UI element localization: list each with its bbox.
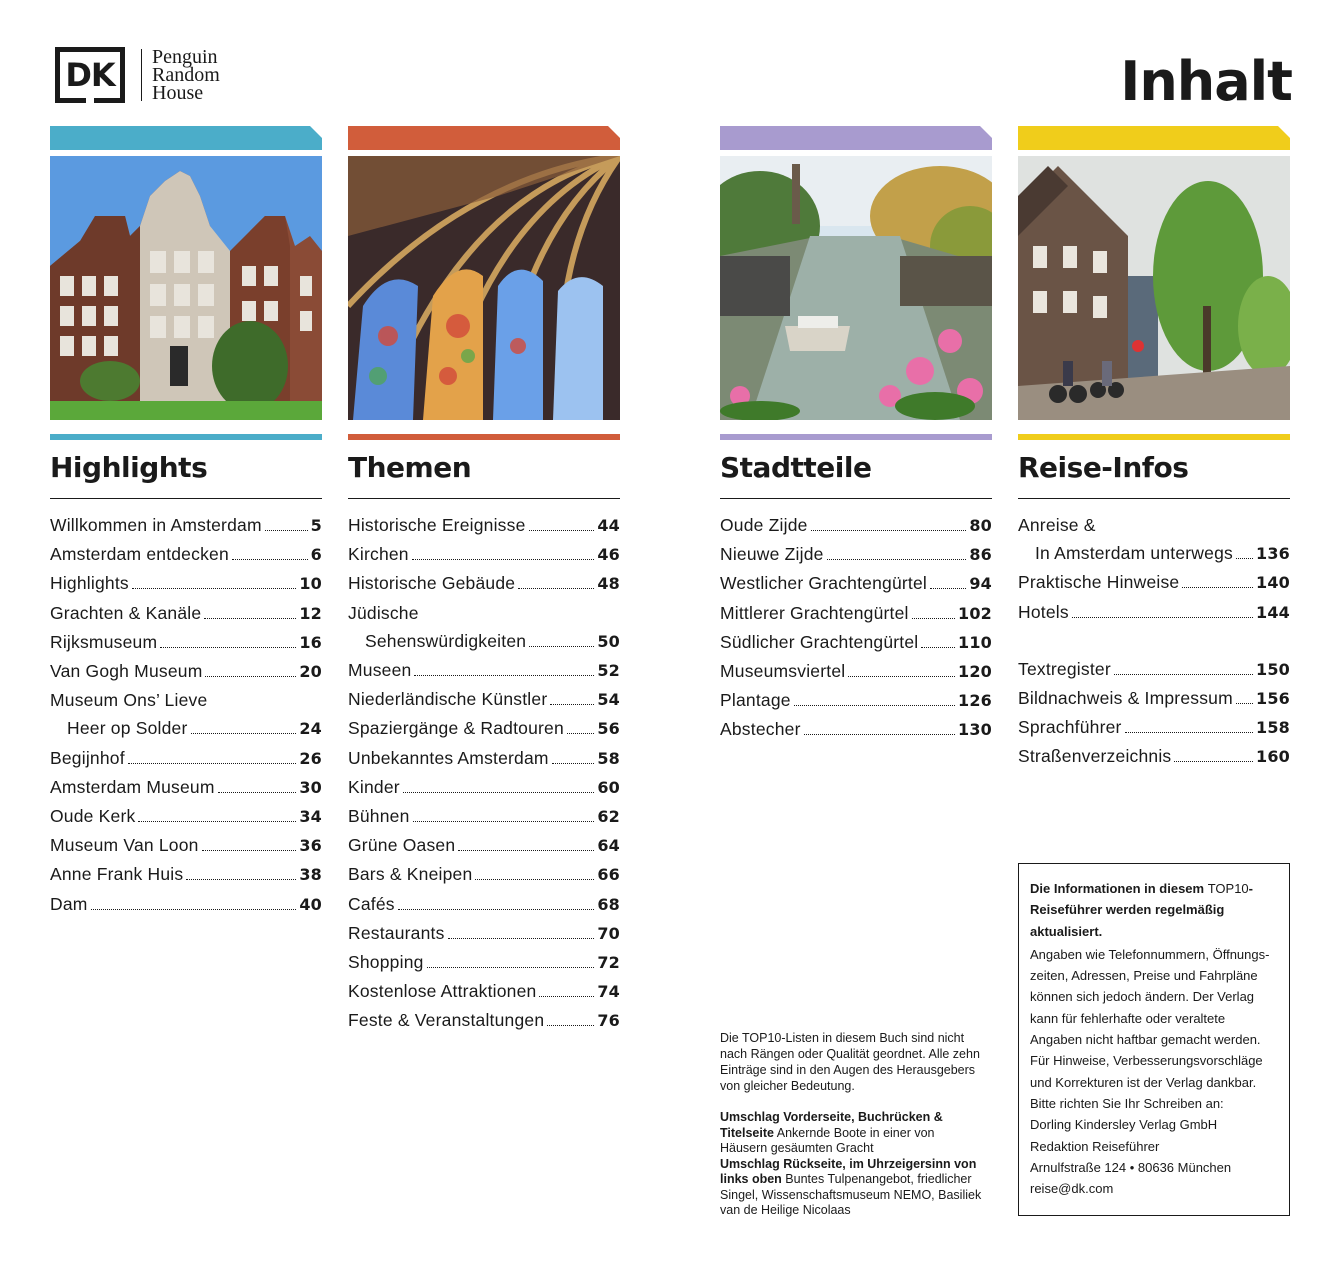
canal-boat-flowers-photo [720,156,992,420]
toc-entry[interactable]: Dam 40 [50,893,322,914]
divider [720,498,992,499]
toc-list-reise-infos [1018,511,1290,772]
toc-entry[interactable]: Unbekanntes Amsterdam 58 [348,747,620,768]
toc-entry[interactable]: Highlights 10 [50,573,322,594]
section-highlights [50,126,322,919]
toc-entry[interactable]: Historische Ereignisse 44 [348,515,620,535]
toc-entry[interactable]: Van Gogh Museum 20 [50,661,322,682]
dk-logo [55,47,220,103]
dk-logo-mark: DK [55,47,125,103]
divider [50,498,322,499]
toc-list-highlights [50,511,322,919]
section-reise-infos [1018,126,1290,772]
toc-entry[interactable]: Niederländische Künstler 54 [348,689,620,710]
toc-entry[interactable]: Feste & Veranstaltungen 76 [348,1010,620,1031]
toc-entry[interactable]: Bildnachweis & Impressum 156 [1018,688,1290,709]
toc-entry[interactable]: Oude Zijde 80 [720,515,992,535]
toc-entry[interactable]: Cafés 68 [348,893,620,914]
toc-entry[interactable]: Grachten & Kanäle 12 [50,602,322,623]
toc-entry[interactable]: Praktische Hinweise 140 [1018,572,1290,593]
toc-entry[interactable]: Jüdische Sehenswürdigkeiten 50 [348,602,620,651]
toc-entry[interactable]: Sprachführer 158 [1018,717,1290,738]
toc-entry[interactable]: Westlicher Grachtengürtel 94 [720,573,992,594]
toc-entry[interactable]: Spaziergänge & Radtouren 56 [348,718,620,739]
logo-divider [141,49,142,101]
info-lead: Die Informationen in diesem TOP10-Reiseführer werden regelmäßig aktualisiert. [1030,881,1253,939]
toc-list-themen [348,511,620,1036]
section-themen [348,126,620,1036]
toc-list-stadtteile [720,511,992,745]
toc-entry[interactable]: Rijksmuseum 16 [50,631,322,652]
cover-credits: Umschlag Vorderseite, Buchrücken & Titelseite Ankernde Boote in einer von Häusern gesäumten Gracht Umschlag Rückseite, im Uhrzeigersinn von links oben Buntes Tulpenangebot, friedlicher Singel, Wissenschaftsmuseum NEMO, Basiliek van de Heilige Nicolaas [720,1110,982,1217]
toc-entry[interactable]: Textregister 150 [1018,658,1290,679]
toc-entry[interactable]: Bühnen 62 [348,806,620,827]
toc-entry[interactable]: Begijnhof 26 [50,747,322,768]
color-tab-reise-infos [1018,126,1290,150]
toc-entry[interactable]: Restaurants 70 [348,922,620,943]
color-rule-themen [348,434,620,440]
toc-entry[interactable]: Museum Van Loon 36 [50,835,322,856]
color-tab-highlights [50,126,322,150]
publisher-name: Penguin Random House [152,46,220,104]
section-title-highlights: Highlights [50,451,208,484]
update-info-box [1018,863,1290,1216]
color-tab-themen [348,126,620,150]
ranking-note: Die TOP10-Listen in diesem Buch sind nicht nach Rängen oder Qualität geordnet. Alle zehn Einträge sind in den Augen des Herausgebers von gleicher Bedeutung. [720,1031,980,1093]
color-tab-stadtteile [720,126,992,150]
toc-entry[interactable]: Plantage 126 [720,690,992,711]
toc-entry[interactable]: Anreise & In Amsterdam unterwegs 136 [1018,515,1290,564]
toc-entry[interactable]: Historische Gebäude 48 [348,573,620,594]
publisher-address: Dorling Kindersley Verlag GmbH Redaktion Reiseführer Arnulfstraße 124 • 80636 München reise@dk.com [1030,1114,1278,1199]
section-stadtteile [720,126,992,745]
toc-entry[interactable]: Museum Ons’ Lieve Heer op Solder 24 [50,690,322,739]
cyclists-street-photo [1018,156,1290,420]
toc-entry[interactable]: Kinder 60 [348,776,620,797]
divider [1018,498,1290,499]
toc-entry[interactable]: Oude Kerk 34 [50,806,322,827]
toc-entry[interactable]: Abstecher 130 [720,719,992,740]
contact-email[interactable]: reise@dk.com [1030,1181,1114,1197]
toc-entry[interactable]: Shopping 72 [348,952,620,973]
toc-entry[interactable]: Straßenverzeichnis 160 [1018,746,1290,767]
toc-entry[interactable]: Kostenlose Attraktionen 74 [348,981,620,1002]
divider [348,498,620,499]
toc-entry[interactable]: Nieuwe Zijde 86 [720,544,992,565]
color-rule-highlights [50,434,322,440]
color-rule-reise-infos [1018,434,1290,440]
page-title: Inhalt [1120,50,1292,113]
toc-entry[interactable]: Südlicher Grachtengürtel 110 [720,631,992,652]
color-rule-stadtteile [720,434,992,440]
toc-entry[interactable]: Museumsviertel 120 [720,661,992,682]
toc-entry[interactable]: Mittlerer Grachtengürtel 102 [720,602,992,623]
toc-entry[interactable]: Amsterdam entdecken 6 [50,544,322,565]
toc-entry[interactable]: Bars & Kneipen 66 [348,864,620,885]
info-body: Angaben wie Telefonnummern, Öffnungszeiten, Adressen, Preise und Fahrpläne können sich jedoch ändern. Der Verlag kann für fehlerhafte oder veraltete Angaben nicht haftbar gemacht werden. Für Hinweise, Verbesserungsvorschläge und Korrekturen ist der Verlag dankbar. Bitte richten Sie Ihr Schreiben an: [1030,946,1270,1111]
gabled-canal-houses-photo [50,156,322,420]
toc-entry[interactable]: Amsterdam Museum 30 [50,776,322,797]
footnotes [720,1030,982,1219]
section-title-themen: Themen [348,451,472,484]
section-title-stadtteile: Stadtteile [720,451,872,484]
toc-entry[interactable]: Museen 52 [348,660,620,681]
section-title-reise-infos: Reise-Infos [1018,451,1189,484]
toc-entry[interactable]: Grüne Oasen 64 [348,835,620,856]
stained-glass-dome-photo [348,156,620,420]
toc-entry[interactable]: Willkommen in Amsterdam 5 [50,515,322,535]
toc-entry[interactable]: Anne Frank Huis 38 [50,864,322,885]
toc-entry[interactable]: Hotels 144 [1018,601,1290,622]
toc-entry[interactable]: Kirchen 46 [348,544,620,565]
